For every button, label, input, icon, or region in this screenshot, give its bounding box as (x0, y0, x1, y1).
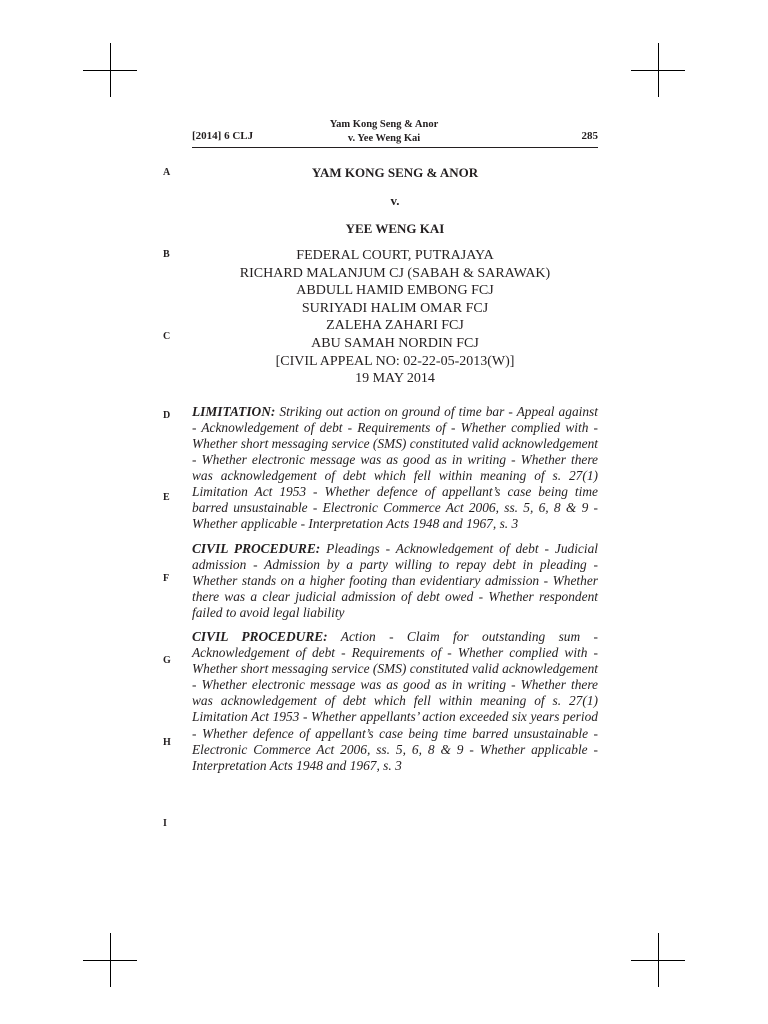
margin-letter-c: C (163, 331, 171, 342)
judgment-date: 19 MAY 2014 (355, 371, 435, 387)
judge-line: ZALEHA ZAHARI FCJ (326, 318, 464, 334)
header-parties (300, 118, 468, 146)
margin-letter-b: B (163, 249, 170, 260)
header-parties-line2: v. Yee Weng Kai (347, 133, 421, 144)
catchword-heading: LIMITATION: (192, 403, 276, 419)
case-versus: v. (390, 193, 400, 208)
catchword-paragraph (192, 541, 598, 621)
case-respondent: YEE WENG KAI (345, 221, 445, 236)
catchwords (192, 404, 598, 774)
margin-letter-e: E (163, 492, 170, 503)
header-citation: [2014] 6 CLJ (192, 130, 254, 142)
margin-letter-f: F (163, 573, 170, 584)
catchword-text: Striking out action on ground of time bar - Appeal against - Acknowledgement of debt - Requirements of - Whether complied with - Whether short messaging service (SMS) constituted valid acknowledgement - Whether electronic message was as good as in writing - Whether there was acknowledgement of debt which fell within meaning of s. 27(1) Limitation Act 1953 - Whether defence of appellant’s case being time barred unsustainable - Electronic Commerce Act 2006, ss. 5, 6, 8 & 9 - Whether applicable - Interpretation Acts 1948 and 1967, s. 3 (192, 403, 598, 532)
margin-letter-d: D (163, 410, 171, 421)
catchword-text: Action - Claim for outstanding sum - Acknowledgement of debt - Requirements of - Whether complied with - Whether short messaging service (SMS) constituted valid acknowledgement - Whether electronic message was as good as in writing - Whether there was acknowledgement of debt which fell within meaning of s. 27(1) Limitation Act 1953 - Whether appellants’ action exceeded six years period - Whether defence of appellant’s case being time barred unsustainable - Electronic Commerce Act 2006, ss. 5, 6, 8 & 9 - Whether applicable - Interpretation Acts 1948 and 1967, s. 3 (192, 628, 598, 773)
catchword-paragraph (192, 629, 598, 774)
header-page-number: 285 (581, 130, 598, 142)
judge-line: ABDULL HAMID EMBONG FCJ (296, 283, 494, 299)
catchword-heading: CIVIL PROCEDURE: (192, 540, 321, 556)
court-name: FEDERAL COURT, PUTRAJAYA (296, 248, 494, 263)
catchword-heading: CIVIL PROCEDURE: (192, 628, 328, 644)
header-rule (192, 147, 598, 148)
catchword-paragraph (192, 404, 598, 533)
margin-letter-i: I (163, 818, 167, 829)
margin-letter-g: G (163, 655, 171, 666)
judge-line: SURIYADI HALIM OMAR FCJ (301, 300, 489, 316)
appeal-number: [CIVIL APPEAL NO: 02-22-05-2013(W)] (275, 353, 515, 369)
header-parties-line1: Yam Kong Seng & Anor (329, 119, 439, 130)
case-appellant: YAM KONG SENG & ANOR (311, 165, 479, 180)
judge-line: ABU SAMAH NORDIN FCJ (311, 335, 479, 351)
margin-letter-a: A (163, 167, 171, 178)
judge-line: RICHARD MALANJUM CJ (SABAH & SARAWAK) (239, 265, 551, 281)
court-coram-block (192, 247, 598, 388)
page-body (192, 165, 598, 782)
margin-letter-h: H (163, 737, 171, 748)
catchword-text: Pleadings - Acknowledgement of debt - Judicial admission - Admission by a party willing to repay debt in pleading - Whether stands on a higher footing than evidentiary admission - Whether there was a clear judicial admission of debt owed - Whether respondent failed to avoid legal liability (192, 540, 599, 620)
